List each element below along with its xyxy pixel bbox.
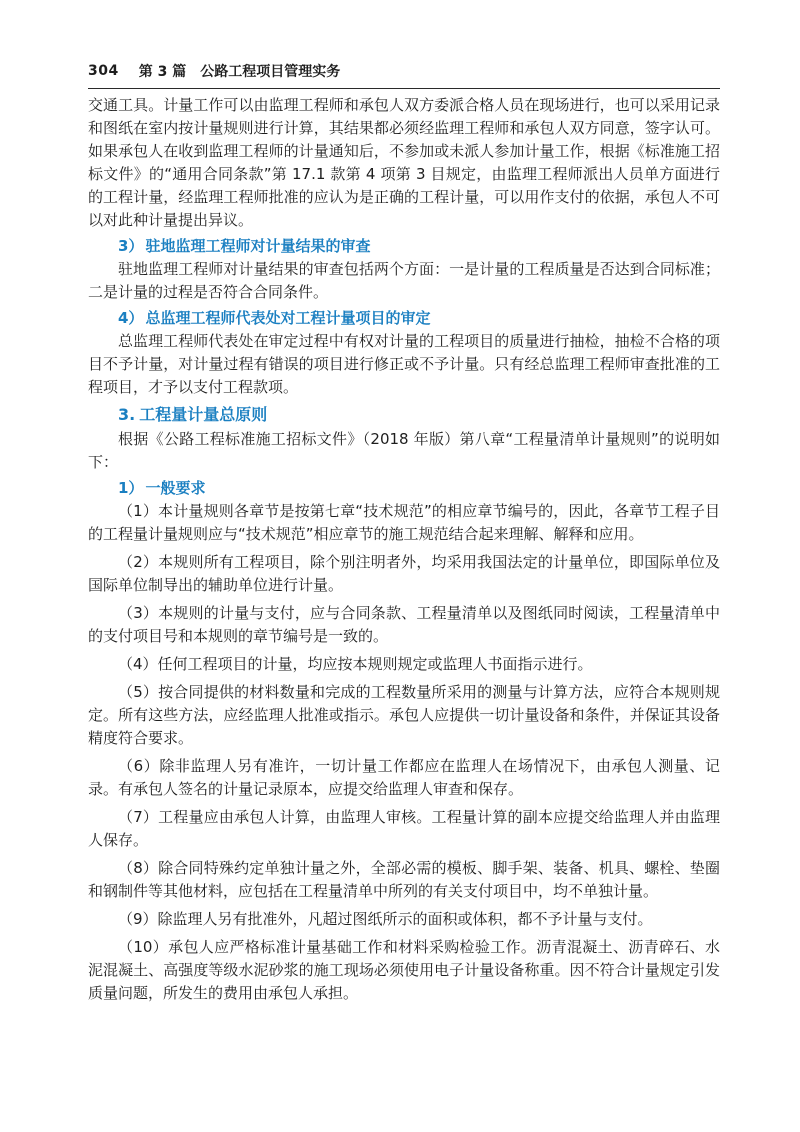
- list-item: （7）工程量应由承包人计算，由监理人审核。工程量计算的副本应提交给监理人并由监理人保存。: [88, 808, 720, 849]
- subheading-text: 总监理工程师代表处对工程计量项目的审定: [145, 309, 431, 327]
- section-heading: [88, 402, 720, 428]
- paragraph: 总监理工程师代表处在审定过程中有权对计量的工程项目的质量进行抽检，抽检不合格的项目不予计量，对计量过程有错误的项目进行修正或不予计量。只有经总监理工程师审查批准的工程项目，才予以支付工程款项。: [88, 332, 720, 396]
- subheading-text: 一般要求: [145, 479, 206, 497]
- section-heading-text: 工程量计量总原则: [139, 405, 268, 424]
- subheading-text: 驻地监理工程师对计量结果的审查: [145, 237, 371, 255]
- subheading: [88, 306, 720, 330]
- list-item: （10）承包人应严格标准计量基础工作和材料采购检验工作。沥青混凝土、沥青碎石、水泥混凝土、高强度等级水泥砂浆的施工现场必须使用电子计量设备称重。因不符合计量规定引发质量问题，所发生的费用由承包人承担。: [88, 938, 720, 1002]
- paragraph: 交通工具。计量工作可以由监理工程师和承包人双方委派合格人员在现场进行，也可以采用记录和图纸在室内按计量规则进行计算，其结果都必须经监理工程师和承包人双方同意，签字认可。如果承包人在收到监理工程师的计量通知后，不参加或未派人参加计量工作，根据《标准施工招标文件》的“通用合同条款”第 17.1 款第 4 项第 3 目规定，由监理工程师派出人员单方面进行的工程计量，经监理工程师批准的应认为是正确的工程计量，可以用作支付的依据，承包人不可以对此种计量提出异议。: [88, 96, 720, 229]
- section-number: 3.: [118, 405, 136, 424]
- part-label: 第 3 篇: [138, 64, 187, 80]
- subheading-number: 1）: [118, 479, 144, 497]
- paragraph: 驻地监理工程师对计量结果的审查包括两个方面：一是计量的工程质量是否达到合同标准；二是计量的过程是否符合合同条件。: [88, 260, 720, 301]
- list-item: （2）本规则所有工程项目，除个别注明者外，均采用我国法定的计量单位，即国际单位及国际单位制导出的辅助单位进行计量。: [88, 553, 720, 594]
- subheading: [88, 476, 720, 500]
- book-title: 公路工程项目管理实务: [200, 64, 341, 80]
- list-item: （5）按合同提供的材料数量和完成的工程数量所采用的测量与计算方法，应符合本规则规定。所有这些方法，应经监理人批准或指示。承包人应提供一切计量设备和条件，并保证其设备精度符合要求。: [88, 683, 720, 747]
- paragraph: 根据《公路工程标准施工招标文件》（2018 年版）第八章“工程量清单计量规则”的说明如下：: [88, 430, 720, 471]
- running-header: [88, 58, 720, 84]
- list-item: （1）本计量规则各章节是按第七章“技术规范”的相应章节编号的，因此，各章节工程子目的工程量计量规则应与“技术规范”相应章节的施工规范结合起来理解、解释和应用。: [88, 502, 720, 543]
- page-content: [88, 94, 720, 1005]
- page-number: 304: [88, 63, 119, 79]
- subheading: [88, 234, 720, 258]
- subheading-number: 3）: [118, 237, 144, 255]
- list-item: （6）除非监理人另有准许，一切计量工作都应在监理人在场情况下，由承包人测量、记录。有承包人签名的计量记录原本，应提交给监理人审查和保存。: [88, 757, 720, 798]
- list-item: （9）除监理人另有批准外，凡超过图纸所示的面积或体积，都不予计量与支付。: [118, 910, 653, 928]
- header-divider: [88, 88, 720, 89]
- list-item: （4）任何工程项目的计量，均应按本规则规定或监理人书面指示进行。: [118, 655, 593, 673]
- list-item: （8）除合同特殊约定单独计量之外，全部必需的模板、脚手架、装备、机具、螺栓、垫圈和钢制件等其他材料，应包括在工程量清单中所列的有关支付项目中，均不单独计量。: [88, 859, 720, 900]
- subheading-number: 4）: [118, 309, 144, 327]
- list-item: （3）本规则的计量与支付，应与合同条款、工程量清单以及图纸同时阅读，工程量清单中的支付项目号和本规则的章节编号是一致的。: [88, 604, 720, 645]
